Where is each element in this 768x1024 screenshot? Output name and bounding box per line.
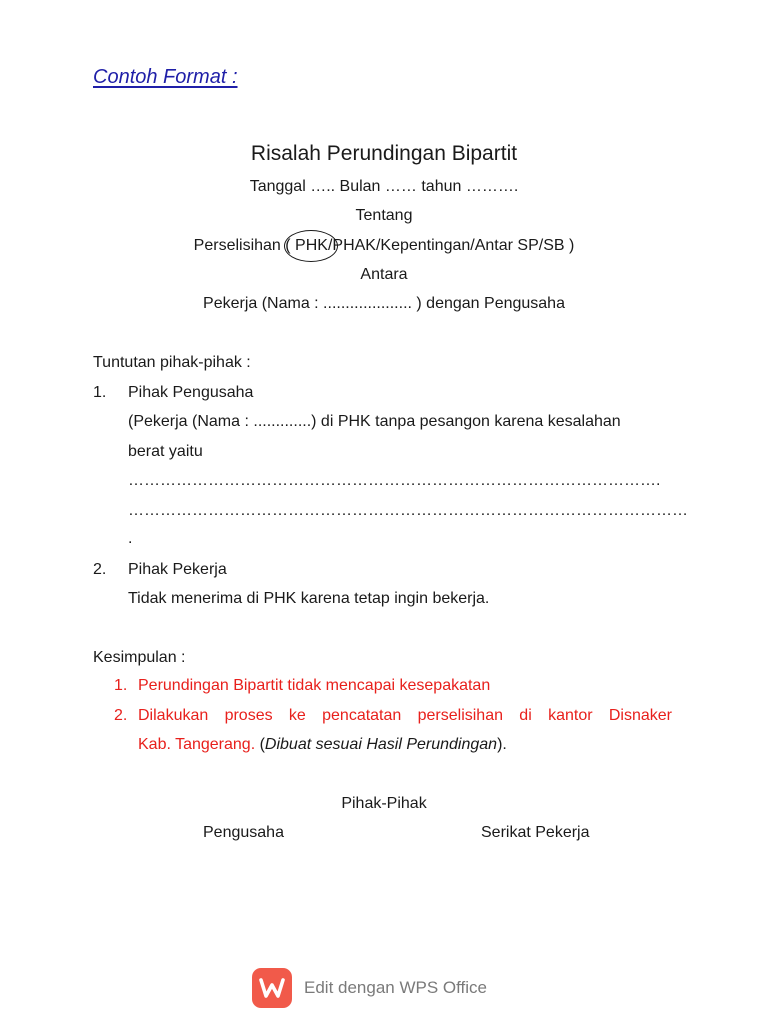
date-line: Tanggal ….. Bulan …… tahun ………. xyxy=(249,178,519,195)
page-heading: Contoh Format : xyxy=(93,66,238,88)
document-title: Risalah Perundingan Bipartit xyxy=(250,142,518,165)
tuntutan-item-number: 1. xyxy=(93,384,107,401)
tuntutan-item-text: (Pekerja (Nama : .............) di PHK tanpa pesangon karena kesalahan xyxy=(128,413,621,430)
tuntutan-item-title: Pihak Pekerja xyxy=(128,561,227,578)
note-open-paren: ( xyxy=(255,736,265,753)
kesimpulan-location: Kab. Tangerang. xyxy=(138,736,256,753)
tuntutan-item-text: Tidak menerima di PHK karena tetap ingin bekerja. xyxy=(128,590,490,607)
tentang-line: Tentang xyxy=(355,207,413,224)
kesimpulan-note: Dibuat sesuai Hasil Perundingan xyxy=(264,736,498,753)
pihak-pihak-label: Pihak-Pihak xyxy=(341,795,427,812)
dotted-fill-line: . xyxy=(128,530,133,547)
wps-edit-label[interactable]: Edit dengan WPS Office xyxy=(304,978,488,997)
serikat-pekerja-label: Serikat Pekerja xyxy=(481,824,590,841)
phk-circle-mark xyxy=(284,230,338,262)
dotted-fill-line: ………………………………………………………………………………………. xyxy=(128,472,661,489)
wps-w-icon xyxy=(252,968,292,1008)
dotted-fill-line: …………………………………………………………………………………………… xyxy=(128,502,688,519)
kesimpulan-item-text: Dilakukan proses ke pencatatan perselisihan di kantor Disnaker xyxy=(138,707,672,724)
kesimpulan-item-text: Perundingan Bipartit tidak mencapai kesepakatan xyxy=(138,677,491,694)
tuntutan-heading: Tuntutan pihak-pihak : xyxy=(93,354,251,371)
tuntutan-item-text: berat yaitu xyxy=(128,443,203,460)
kesimpulan-heading: Kesimpulan : xyxy=(93,649,186,666)
tuntutan-item-title: Pihak Pengusaha xyxy=(128,384,254,401)
antara-line: Antara xyxy=(360,266,408,283)
pengusaha-label: Pengusaha xyxy=(203,824,284,841)
perselisihan-line: Perselisihan ( PHK/PHAK/Kepentingan/Antar SP/SB ) xyxy=(193,237,575,254)
wps-logo-icon[interactable] xyxy=(252,968,292,1008)
pekerja-line: Pekerja (Nama : .................... ) dengan Pengusaha xyxy=(203,295,565,312)
kesimpulan-item-number: 2. xyxy=(114,707,128,724)
kesimpulan-item-number: 1. xyxy=(114,677,128,694)
note-close-paren: ). xyxy=(497,736,507,753)
kesimpulan-item-text-line2 xyxy=(138,736,507,754)
tuntutan-item-number: 2. xyxy=(93,561,107,578)
